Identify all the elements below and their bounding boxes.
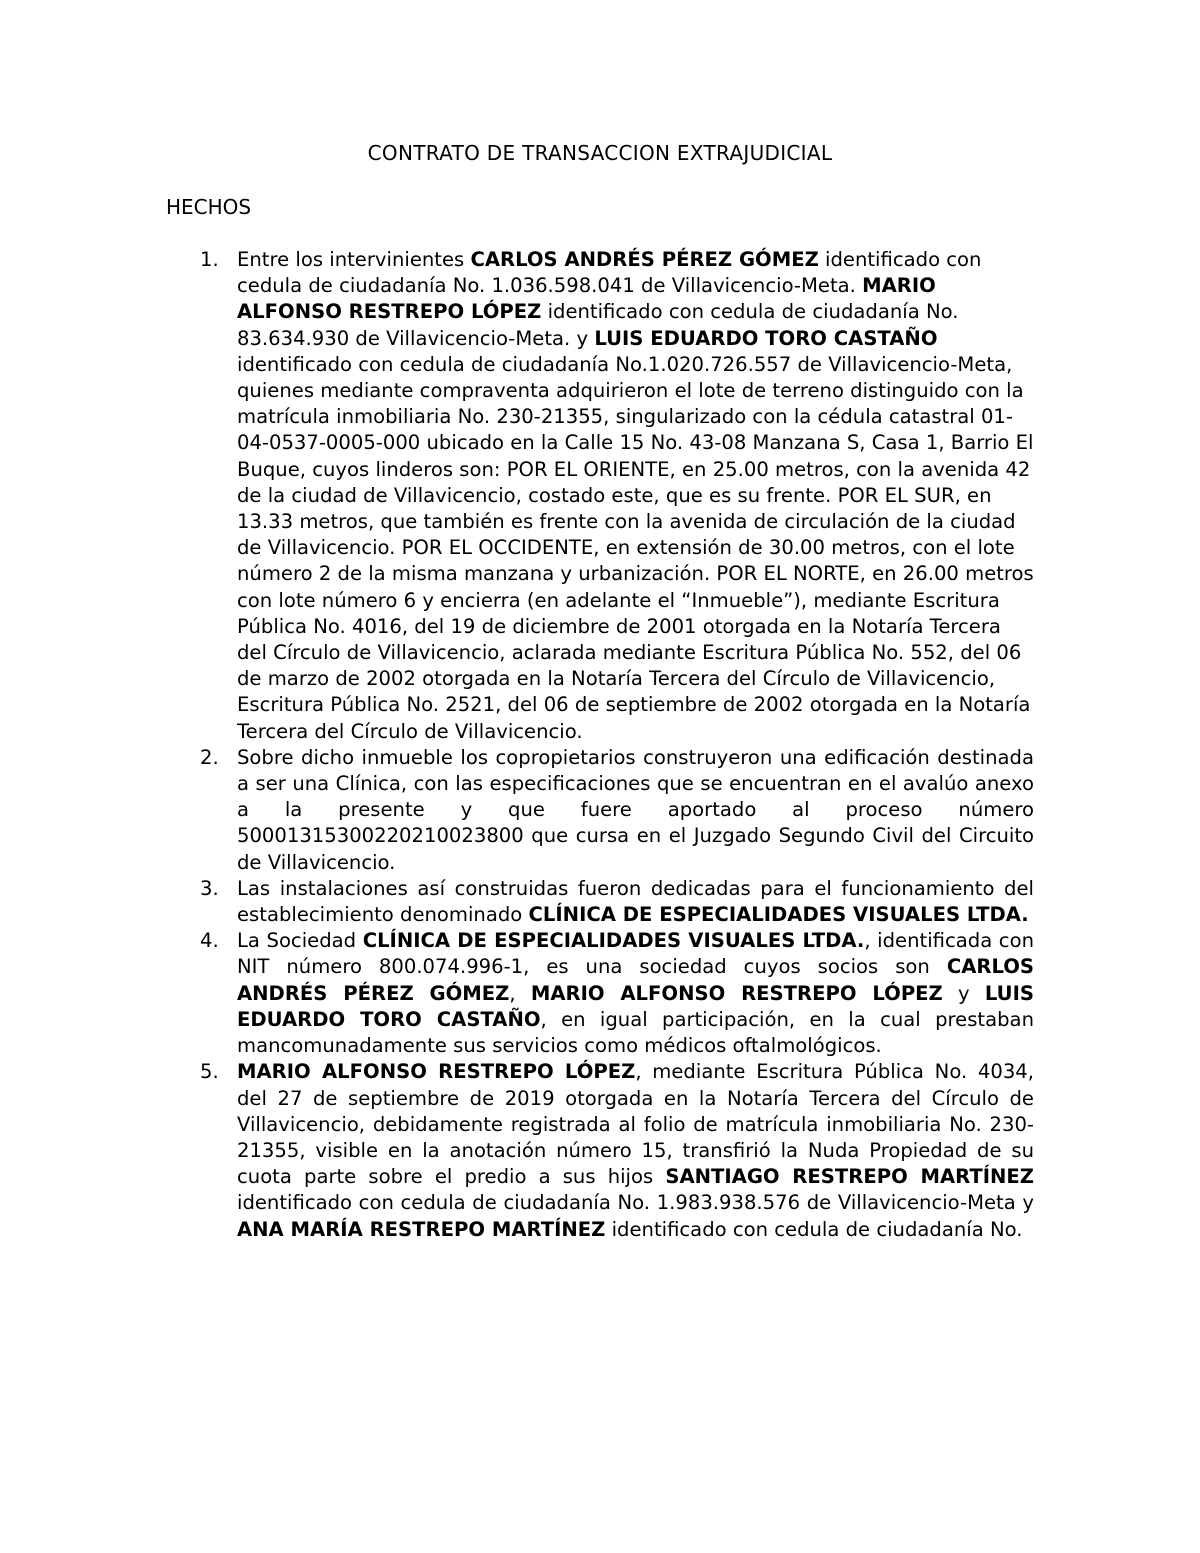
- list-item-number: 3.: [200, 876, 219, 900]
- list-item: [166, 745, 1034, 876]
- list-item: [166, 247, 1034, 745]
- list-item-text: Las instalaciones así construidas fueron dedicadas para el funcionamiento del establecimiento denominado CLÍNICA DE ESPECIALIDADES VISUALES LTDA.: [237, 876, 1034, 927]
- numbered-list: [166, 247, 1034, 1243]
- list-item-text: Entre los intervinientes CARLOS ANDRÉS PÉREZ GÓMEZ identificado con cedula de ciudadanía No. 1.036.598.041 de Villavicencio-Meta. MARIO ALFONSO RESTREPO LÓPEZ identificado con cedula de ciudadanía No. 83.634.930 de Villavicencio-Meta. y LUIS EDUARDO TORO CASTAÑO identificado con cedula de ciudadanía No.1.020.726.557 de Villavicencio-Meta, quienes mediante compraventa adquirieron el lote de terreno distinguido con la matrícula inmobiliaria No. 230-21355, singularizado con la cédula catastral 01-04-0537-0005-000 ubicado en la Calle 15 No. 43-08 Manzana S, Casa 1, Barrio El Buque, cuyos linderos son: POR EL ORIENTE, en 25.00 metros, con la avenida 42 de la ciudad de Villavicencio, costado este, que es su frente. POR EL SUR, en 13.33 metros, que también es frente con la avenida de circulación de la ciudad de Villavicencio. POR EL OCCIDENTE, en extensión de 30.00 metros, con el lote número 2 de la misma manzana y urbanización. POR EL NORTE, en 26.00 metros con lote número 6 y encierra (en adelante el “Inmueble”), mediante Escritura Pública No. 4016, del 19 de diciembre de 2001 otorgada en la Notaría Tercera del Círculo de Villavicencio, aclarada mediante Escritura Pública No. 552, del 06 de marzo de 2002 otorgada en la Notaría Tercera del Círculo de Villavicencio, Escritura Pública No. 2521, del 06 de septiembre de 2002 otorgada en la Notaría Tercera del Círculo de Villavicencio.: [237, 248, 1034, 743]
- list-item-number: 5.: [200, 1060, 219, 1084]
- list-item-number: 2.: [200, 745, 219, 769]
- list-item-text: Sobre dicho inmueble los copropietarios construyeron una edificación destinada a ser una Clínica, con las especificaciones que se encuentran en el avalúo anexo a la presente y que fuere aportado al proceso número 50001315300220210023800 que cursa en el Juzgado Segundo Civil del Circuito de Villavicencio.: [237, 745, 1034, 874]
- section-heading: HECHOS: [166, 195, 252, 219]
- list-item: [166, 1059, 1034, 1242]
- list-item-text: La Sociedad CLÍNICA DE ESPECIALIDADES VISUALES LTDA., identificada con NIT número 800.074.996-1, es una sociedad cuyos socios son CARLOS ANDRÉS PÉREZ GÓMEZ, MARIO ALFONSO RESTREPO LÓPEZ y LUIS EDUARDO TORO CASTAÑO, en igual participación, en la cual prestaban mancomunadamente sus servicios como médicos oftalmológicos.: [237, 929, 1034, 1058]
- list-item-number: 4.: [200, 929, 219, 953]
- list-item: [166, 876, 1034, 928]
- document-title: CONTRATO DE TRANSACCION EXTRAJUDICIAL: [367, 141, 833, 165]
- list-item: [166, 928, 1034, 1059]
- list-item-text: MARIO ALFONSO RESTREPO LÓPEZ, mediante Escritura Pública No. 4034, del 27 de septiembre de 2019 otorgada en la Notaría Tercera del Círculo de Villavicencio, debidamente registrada al folio de matrícula inmobiliaria No. 230-21355, visible en la anotación número 15, transfirió la Nuda Propiedad de su cuota parte sobre el predio a sus hijos SANTIAGO RESTREPO MARTÍNEZ identificado con cedula de ciudadanía No. 1.983.938.576 de Villavicencio-Meta y ANA MARÍA RESTREPO MARTÍNEZ identificado con cedula de ciudadanía No.: [237, 1060, 1034, 1241]
- list-item-number: 1.: [200, 248, 219, 271]
